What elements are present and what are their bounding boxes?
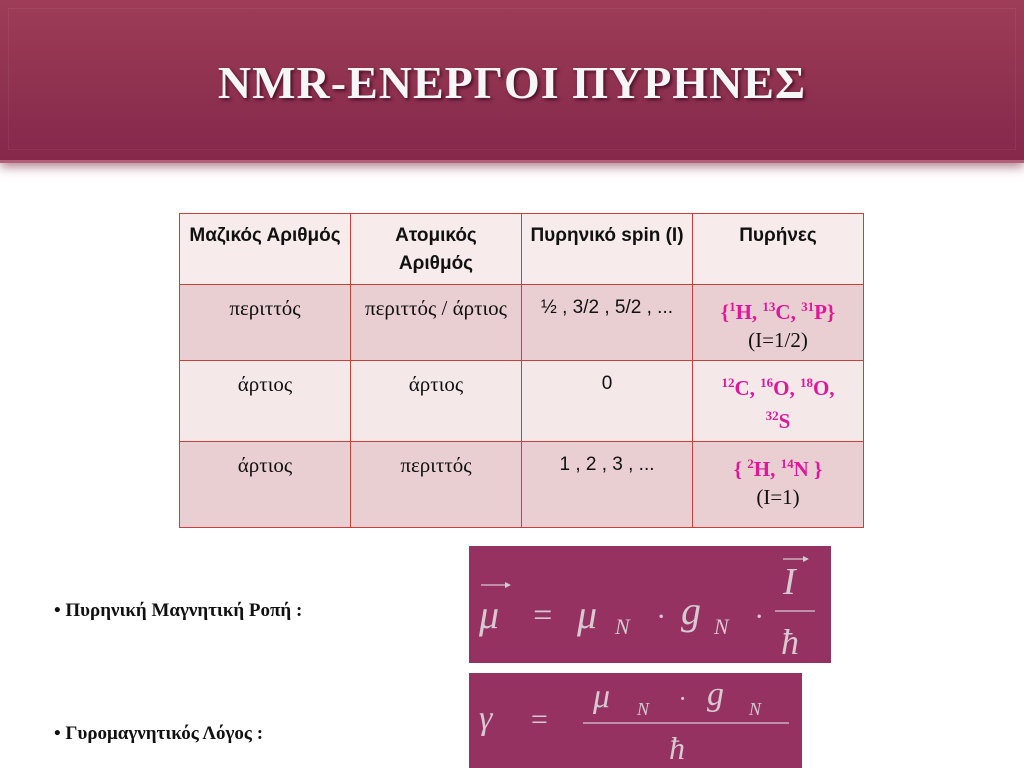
svg-text:N: N	[749, 699, 762, 719]
table-header-row	[180, 214, 864, 285]
svg-text:μ: μ	[593, 678, 611, 715]
svg-text:ħ: ħ	[781, 622, 799, 662]
svg-text:N: N	[714, 614, 729, 639]
cell-spin: ½ , 3/2 , 5/2 , ...	[522, 285, 693, 361]
cell-atomic: άρτιος	[351, 361, 522, 442]
table-row	[180, 361, 864, 442]
svg-text:N: N	[637, 699, 650, 719]
nuclei-list: {$^1$H, $^{13}$C, $^{31}$P}	[720, 299, 836, 324]
svg-text:I: I	[783, 561, 796, 603]
svg-text:μ: μ	[577, 592, 598, 637]
header-nuclear-spin: Πυρηνικό spin (I)	[522, 214, 693, 285]
title-banner	[0, 0, 1024, 163]
gyromagnetic-ratio-label: • Γυρομαγνητικός Λόγος :	[54, 723, 264, 744]
header-mass-number: Μαζικός Αριθμός	[180, 214, 351, 285]
header-atomic-number: Ατομικός Αριθμός	[351, 214, 522, 285]
cell-mass: άρτιος	[180, 442, 351, 528]
cell-nuclei	[693, 442, 864, 528]
cell-nuclei	[693, 285, 864, 361]
svg-text:N: N	[615, 614, 630, 639]
svg-text:g: g	[681, 588, 701, 633]
nuclei-list: { $^2$H, $^{14}$N }	[733, 456, 823, 481]
slide-title: NMR-ΕΝΕΡΓΟΙ ΠΥΡΗΝΕΣ	[217, 57, 807, 108]
table-row	[180, 442, 864, 528]
formula-graphic	[469, 673, 802, 768]
cell-spin: 0	[522, 361, 693, 442]
magnetic-moment-formula	[469, 546, 831, 663]
cell-atomic: περιττός	[351, 442, 522, 528]
header-nuclei: Πυρήνες	[693, 214, 864, 285]
table-row	[180, 285, 864, 361]
gyromagnetic-ratio-formula	[469, 673, 802, 768]
formula-graphic	[469, 546, 831, 663]
cell-atomic: περιττός / άρτιος	[351, 285, 522, 361]
cell-nuclei	[693, 361, 864, 442]
nuclei-note: (I=1)	[756, 485, 800, 509]
cell-spin: 1 , 2 , 3 , ...	[522, 442, 693, 528]
magnetic-moment-label: • Πυρηνική Μαγνητική Ροπή :	[54, 600, 303, 621]
svg-text:·: ·	[679, 684, 686, 713]
cell-mass: άρτιος	[180, 361, 351, 442]
svg-text:μ: μ	[479, 592, 500, 637]
svg-text:·: ·	[755, 600, 763, 633]
svg-text:·: ·	[657, 600, 665, 633]
nuclei-note: (I=1/2)	[748, 328, 808, 352]
svg-text:g: g	[707, 676, 724, 713]
svg-text:ħ: ħ	[669, 730, 685, 766]
svg-text:=: =	[531, 597, 554, 634]
svg-text:=: =	[529, 703, 550, 736]
cell-mass: περιττός	[180, 285, 351, 361]
nuclei-list: $^{12}$C, $^{16}$O, $^{18}$O, $^{32}$S	[721, 375, 835, 433]
nmr-nuclei-table	[179, 213, 864, 528]
svg-text:γ: γ	[479, 700, 493, 737]
